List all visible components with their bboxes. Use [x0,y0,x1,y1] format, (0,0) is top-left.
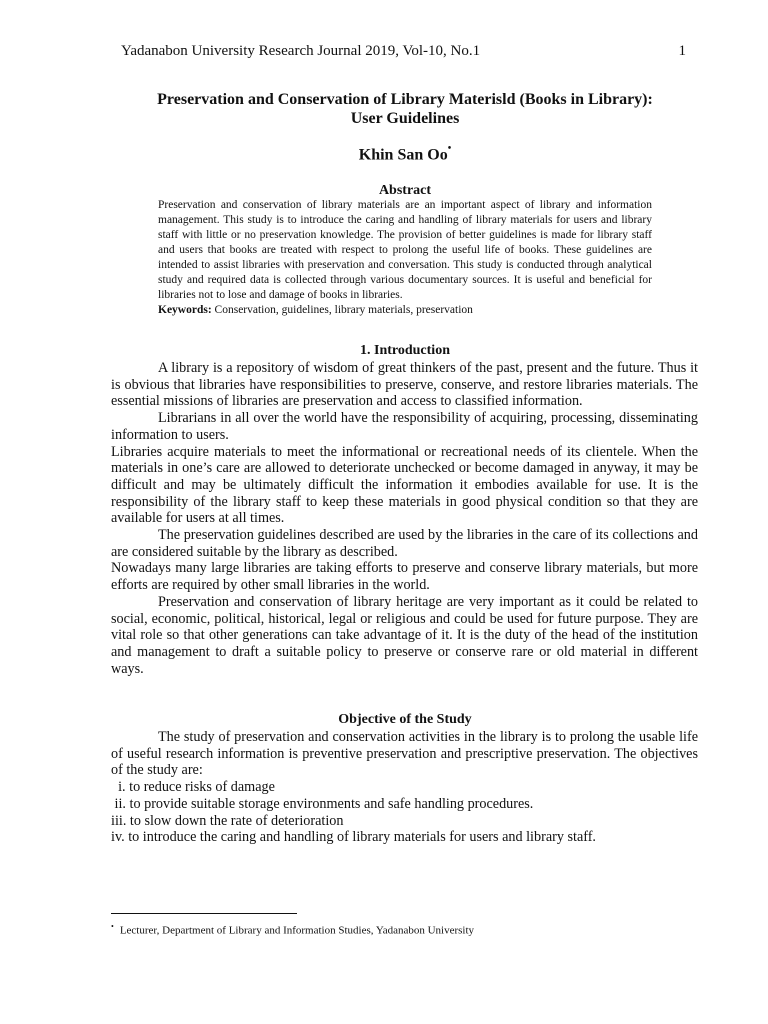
objective-body [111,729,698,846]
journal-name: Yadanabon University Research Journal 2019, Vol-10, No.1 [121,43,481,59]
footnote-text: Lecturer, Department of Library and Information Studies, Yadanabon University [119,924,475,937]
objective-item-1: i. to reduce risks of damage [111,779,275,796]
intro-paragraph-5: Nowadays many large libraries are taking efforts to preserve and conserve library materials, but more efforts are required by other small libraries in the world. [111,560,698,594]
introduction-body [111,360,698,677]
footnote-divider [111,913,297,914]
keywords [158,303,652,318]
author-name: Khin San Oo [358,146,448,164]
paper-title [100,90,710,128]
keywords-list: Conservation, guidelines, library materials, preservation [211,304,473,316]
author-footnote-marker: • [447,143,452,154]
objective-item-3: iii. to slow down the rate of deterioration [111,812,344,829]
intro-paragraph-3: Libraries acquire materials to meet the informational or recreational needs of its clientele. When the materials in one’s care are allowed to deteriorate unchecked or become damaged in anyway, it may be difficult and may be ultimately difficult the information it embodies available for use. It is the responsibility of the library staff to keep these materials in good physical condition so that they are available for users at all times. [111,443,698,527]
intro-paragraph-6: Preservation and conservation of library heritage are very important as it could be related to social, economic, political, historical, legal or religious and could be used for future purpose. They are vital role so that other generations can take advantage of it. It is the duty of the head of the institution and management to draft a suitable policy to preserve or conserve rare or old material in different ways. [111,593,698,677]
intro-paragraph-2: Librarians in all over the world have the responsibility of acquiring, processing, disseminating information to users. [111,410,698,443]
keywords-label: Keywords: [158,304,212,316]
abstract [158,198,652,318]
footnote [111,922,698,937]
abstract-text: Preservation and conservation of library materials are an important aspect of library and information management. This study is to introduce the caring and handling of library materials for users and library staff with little or no preservation knowledge. The provision of better guidelines is made for library staff and users that books are treated with respect to prolong the useful life of books. These guidelines are intended to assist libraries with preservation and conversation. This study is conducted through analytical study and required data is collected through various documentary sources. It is useful and beneficial for libraries not to lose and damage of books in libraries. [158,199,652,301]
intro-paragraph-4: The preservation guidelines described are used by the libraries in the care of its collections and are considered suitable by the library as described. [111,527,698,560]
objective-item-4: iv. to introduce the caring and handling of library materials for users and library staff. [111,829,596,846]
objective-heading: Objective of the Study [338,712,472,727]
title-line-1: Preservation and Conservation of Library Materisld (Books in Library): [157,91,653,108]
running-head [121,43,686,60]
intro-paragraph-1: A library is a repository of wisdom of great thinkers of the past, present and the future. Thus it is obvious that libraries have responsibilities to preserve, conserve, and restore libraries materials. The essential missions of libraries are preservation and access to classified information. [111,360,698,410]
abstract-heading: Abstract [378,183,432,198]
introduction-heading: 1. Introduction [360,343,450,358]
objective-item-2: ii. to provide suitable storage environments and safe handling procedures. [111,795,534,812]
page-number: 1 [678,43,686,59]
title-line-2: User Guidelines [350,110,460,127]
author [100,145,710,164]
footnote-marker: • [111,922,114,931]
objective-paragraph: The study of preservation and conservation activities in the library is to prolong the usable life of useful research information is preventive preservation and prescriptive preservation. The objectives of the study are: [111,729,698,779]
